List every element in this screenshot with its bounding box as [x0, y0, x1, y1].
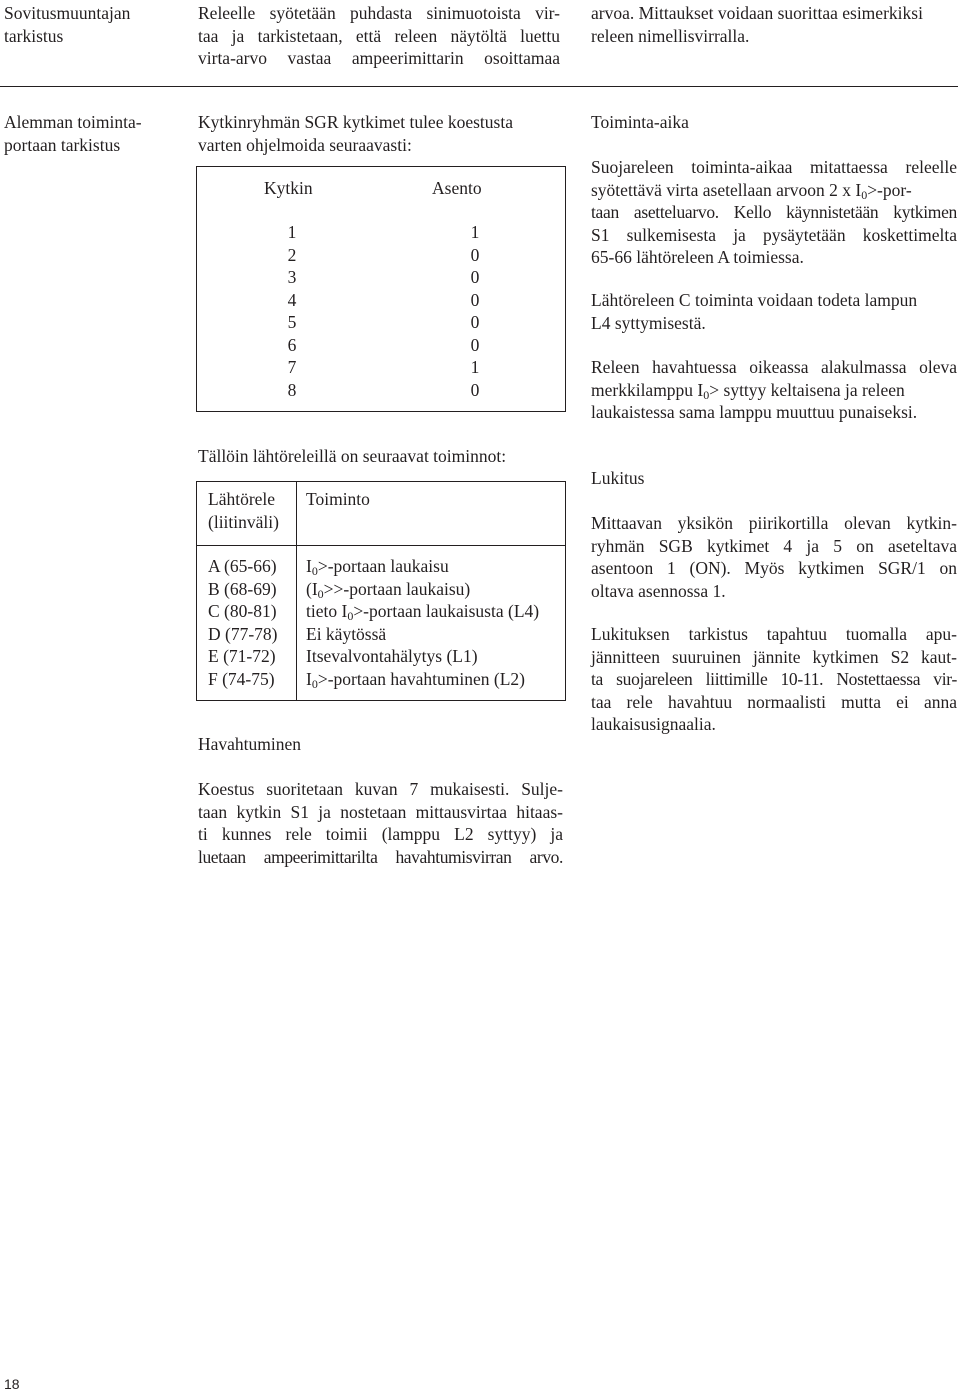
- sovitus-label: [4, 2, 130, 47]
- text-line: L4 syttymisestä.: [591, 312, 706, 333]
- table-cell: C (80-81): [208, 601, 277, 621]
- toiminta-aika-para2: [591, 289, 957, 334]
- text-line: taan asetteluarvo. Kello käynnistetään kytkimen: [591, 202, 957, 222]
- text-line: luetaan ampeerimittarilta havahtumisvirran arvo.: [198, 846, 563, 867]
- header-line: (liitinväli): [208, 511, 279, 532]
- table-cell: 2: [287, 244, 297, 265]
- text-line: asentoon 1 (ON). Myös kytkimen SGR/1 on: [591, 558, 957, 578]
- table-cell: 1: [287, 222, 297, 242]
- outputs-intro: Tällöin lähtöreleillä on seuraavat toiminnot:: [198, 446, 507, 466]
- alempi-label: [4, 111, 142, 156]
- text-line: varten ohjelmoida seuraavasti:: [198, 134, 412, 155]
- text-line: Suojareleen toiminta-aikaa mitattaessa releelle: [591, 157, 957, 177]
- table-cell: 0: [470, 244, 480, 265]
- text-line: virta-arvo vastaa ampeerimittarin osoittamaa: [198, 48, 560, 68]
- table-cell: 0: [470, 334, 480, 355]
- label-line: Alemman toiminta-: [4, 112, 142, 132]
- text-line: laukaistessa sama lamppu muuttuu punaiseksi.: [591, 402, 918, 422]
- text-line: ryhmän SGB kytkimet 4 ja 5 on aseteltava: [591, 535, 957, 556]
- table-cell: 1: [470, 222, 480, 242]
- header-line: Lähtörele: [208, 489, 276, 509]
- text-line: ta suojareleen liittimille 10-11. Nostettaessa vir-: [591, 669, 957, 689]
- table-cell: 0: [470, 289, 480, 310]
- table-cell: 5: [287, 312, 297, 332]
- table-cell: $I_0>$-portaan laukaisu: [306, 556, 449, 578]
- toiminta-aika-para3: [591, 356, 957, 424]
- text-line: arvoa. Mittaukset voidaan suorittaa esimerkiksi: [591, 3, 923, 23]
- page-number: 18: [4, 1376, 20, 1392]
- text-line: Releen havahtuessa oikeassa alakulmassa oleva: [591, 357, 957, 377]
- label-line: tarkistus: [4, 25, 64, 46]
- switch-table: [196, 166, 566, 412]
- table-cell: 7: [287, 357, 297, 377]
- table-cell: D (77-78): [208, 623, 278, 644]
- table-cell: B (68-69): [208, 578, 277, 599]
- text-line: S1 sulkemisesta ja pysäytetään koskettimelta: [591, 224, 957, 245]
- lukitus-para1: [591, 512, 957, 602]
- table-cell: 6: [287, 334, 297, 355]
- text-line: Kytkinryhmän SGR kytkimet tulee koestusta: [198, 112, 513, 132]
- havahtuminen-text: [198, 778, 563, 868]
- output-header-function: Toiminto: [306, 489, 370, 509]
- output-col-relay: [208, 555, 278, 690]
- alempi-intro: [198, 111, 568, 156]
- text-line: oltava asennossa 1.: [591, 580, 726, 601]
- output-table-col-divider: [296, 481, 297, 701]
- text-line: Releelle syötetään puhdasta sinimuotoista vir-: [198, 3, 560, 23]
- table-cell: 0: [470, 267, 480, 287]
- switch-col-asento: [466, 221, 484, 401]
- table-cell: A (65-66): [208, 556, 277, 576]
- table-cell: 1: [470, 357, 480, 377]
- sovitus-text: [198, 2, 560, 70]
- lukitus-heading: Lukitus: [591, 468, 645, 488]
- text-line: taa ja tarkistetaan, että releen näytöltä luettu: [198, 25, 560, 46]
- table-cell: tieto $I_0>$-portaan laukaisusta (L4): [306, 601, 540, 623]
- table-cell: F (74-75): [208, 668, 275, 689]
- output-header-relay: [208, 488, 279, 533]
- text-line: Lähtöreleen C toiminta voidaan todeta lampun: [591, 290, 918, 310]
- text-line: taan kytkin S1 ja nostetaan mittausvirtaa hitaas-: [198, 801, 563, 822]
- text-line: taa rele havahtuu normaalisti mutta ei anna: [591, 691, 957, 712]
- output-col-function: [306, 555, 539, 690]
- text-line: jännitteen suuruinen jännite kytkimen S2 kaut-: [591, 646, 957, 667]
- table-cell: ($I_0>>$-portaan laukaisu): [306, 578, 471, 601]
- text-line: Mittaavan yksikön piirikortilla olevan kytkin-: [591, 513, 957, 533]
- output-table-header-divider: [196, 545, 566, 546]
- havahtuminen-heading: Havahtuminen: [198, 734, 302, 754]
- switch-header-asento: Asento: [432, 178, 482, 198]
- sovitus-continuation: [591, 2, 957, 47]
- text-line: ti kunnes rele toimii (lamppu L2 syttyy) ja: [198, 824, 563, 844]
- table-cell: 8: [287, 379, 297, 400]
- toiminta-aika-heading: Toiminta-aika: [591, 112, 689, 132]
- label-line: portaan tarkistus: [4, 134, 121, 155]
- switch-header-kytkin: Kytkin: [264, 178, 313, 198]
- table-cell: 3: [287, 267, 297, 287]
- table-cell: E (71-72): [208, 646, 276, 666]
- text-line: Koestus suoritetaan kuvan 7 mukaisesti. Sulje-: [198, 779, 563, 799]
- section-divider: [0, 86, 958, 87]
- lukitus-para2: [591, 623, 957, 736]
- text-line: releen nimellisvirralla.: [591, 25, 750, 46]
- table-cell: 0: [470, 312, 480, 332]
- label-line: Sovitusmuuntajan: [4, 3, 131, 23]
- table-cell: 0: [470, 379, 480, 400]
- text-line: Lukituksen tarkistus tapahtuu tuomalla apu-: [591, 624, 957, 644]
- switch-col-kytkin: [283, 221, 301, 401]
- text-line: merkkilamppu $I_0>$ syttyy keltaisena ja releen: [591, 379, 905, 402]
- text-line: syötettävä virta asetellaan arvoon 2 x $I_0>-por-$: [591, 179, 912, 202]
- toiminta-aika-para1: [591, 156, 957, 269]
- table-cell: 4: [287, 289, 297, 310]
- table-cell: Itsevalvontahälytys (L1): [306, 646, 478, 666]
- table-cell: $I_0>$-portaan havahtuminen (L2): [306, 668, 525, 691]
- text-line: laukaisusignaalia.: [591, 714, 716, 734]
- table-cell: Ei käytössä: [306, 623, 387, 644]
- text-line: 65-66 lähtöreleen A toimiessa.: [591, 247, 804, 267]
